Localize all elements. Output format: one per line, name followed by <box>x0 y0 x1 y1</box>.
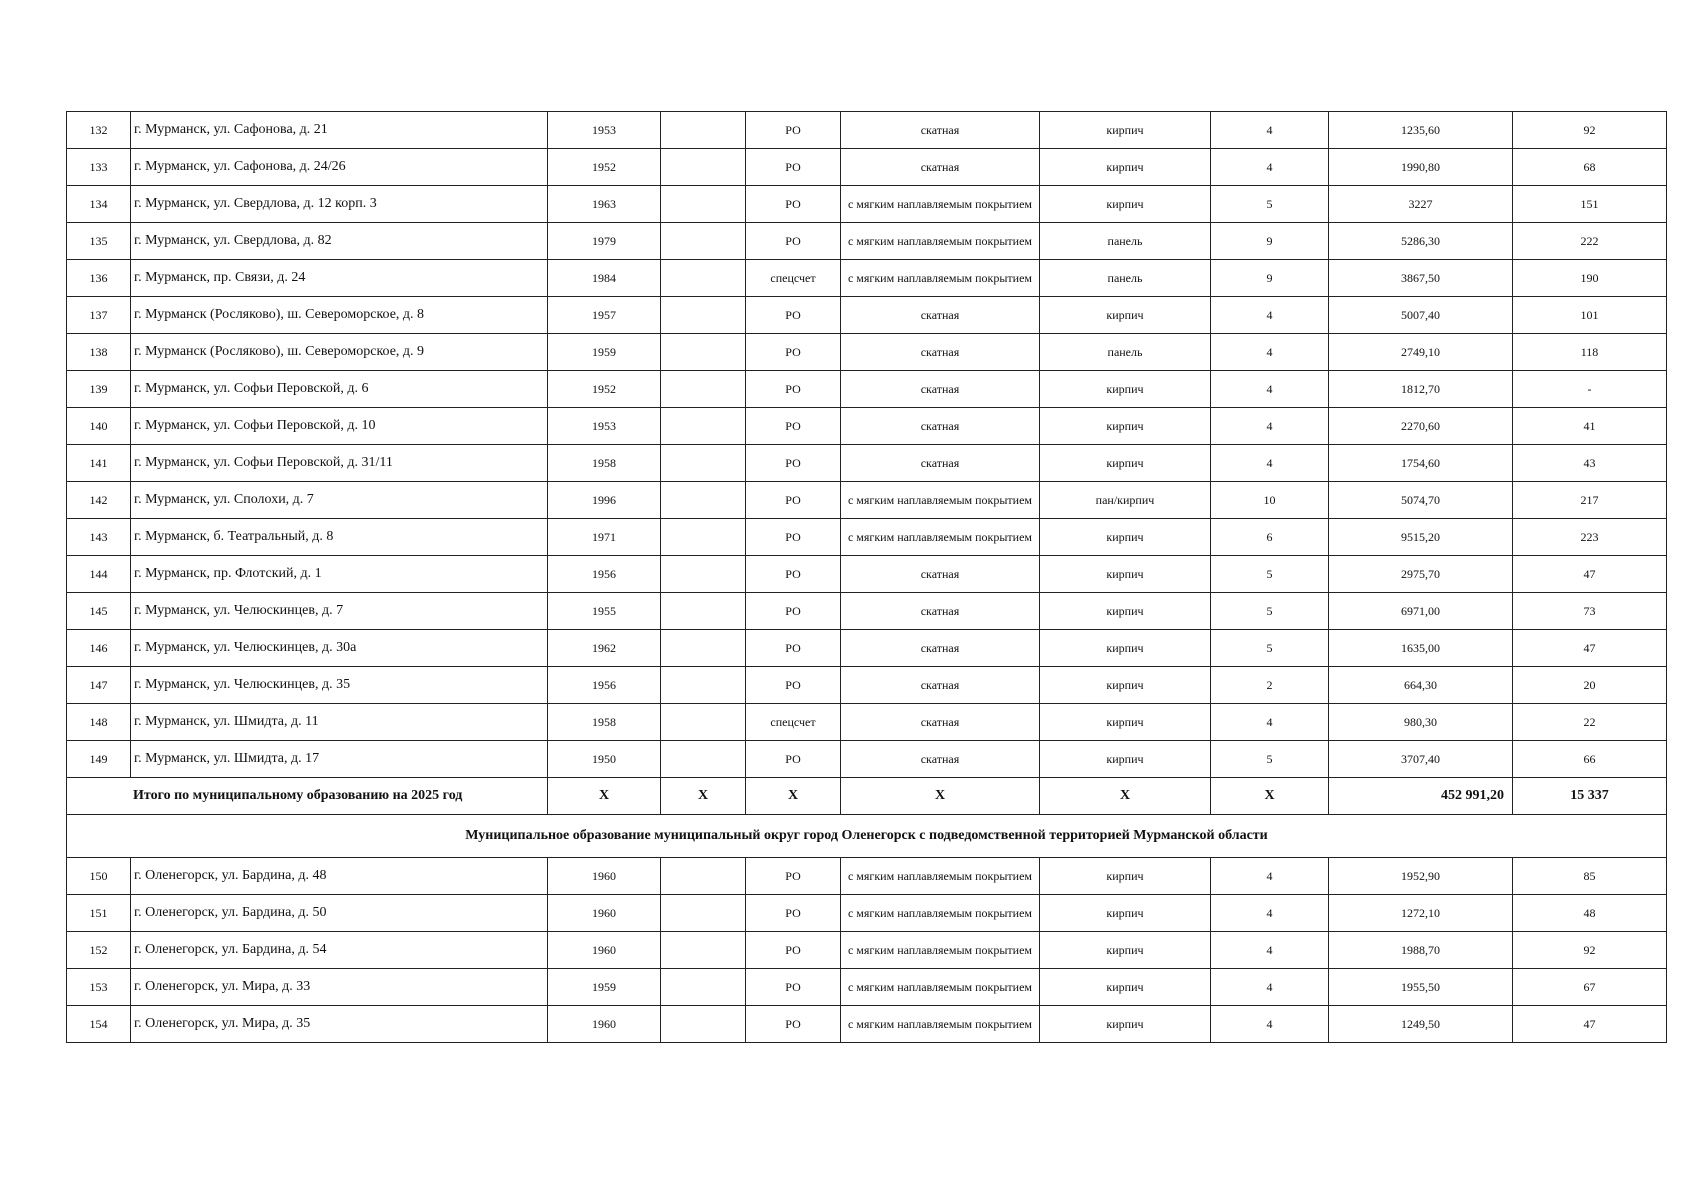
empty-column-cell <box>661 186 746 223</box>
fund-method-cell: РО <box>746 445 841 482</box>
address-cell: г. Мурманск (Росляково), ш. Североморское, д. 9 <box>131 334 548 371</box>
empty-column-cell <box>661 371 746 408</box>
floors-cell: 4 <box>1211 895 1329 932</box>
table-row <box>67 445 1667 482</box>
table-row <box>67 556 1667 593</box>
empty-column-cell <box>661 334 746 371</box>
row-number-cell: 140 <box>67 408 131 445</box>
fund-method-cell: РО <box>746 519 841 556</box>
roof-type-cell: с мягким наплавляемым покрытием <box>841 969 1040 1006</box>
address-cell: г. Мурманск, ул. Челюскинцев, д. 30а <box>131 630 548 667</box>
floors-cell: 9 <box>1211 260 1329 297</box>
row-number-cell: 144 <box>67 556 131 593</box>
build-year-cell: 1971 <box>548 519 661 556</box>
row-number-cell: 137 <box>67 297 131 334</box>
row-number-cell: 135 <box>67 223 131 260</box>
fund-method-cell: РО <box>746 371 841 408</box>
area-cell: 5286,30 <box>1329 223 1513 260</box>
fund-method-cell: РО <box>746 408 841 445</box>
floors-cell: 2 <box>1211 667 1329 704</box>
total-count-cell: 15 337 <box>1513 778 1667 815</box>
residents-cell: 92 <box>1513 932 1667 969</box>
table-row <box>67 969 1667 1006</box>
roof-type-cell: скатная <box>841 445 1040 482</box>
build-year-cell: 1959 <box>548 334 661 371</box>
row-number-cell: 143 <box>67 519 131 556</box>
empty-column-cell <box>661 297 746 334</box>
roof-type-cell: скатная <box>841 112 1040 149</box>
row-number-cell: 152 <box>67 932 131 969</box>
roof-type-cell: с мягким наплавляемым покрытием <box>841 895 1040 932</box>
area-cell: 664,30 <box>1329 667 1513 704</box>
wall-material-cell: кирпич <box>1040 895 1211 932</box>
table-row <box>67 593 1667 630</box>
fund-method-cell: РО <box>746 593 841 630</box>
area-cell: 1955,50 <box>1329 969 1513 1006</box>
area-cell: 3867,50 <box>1329 260 1513 297</box>
address-cell: г. Мурманск, ул. Сафонова, д. 24/26 <box>131 149 548 186</box>
table-row <box>67 223 1667 260</box>
empty-column-cell <box>661 260 746 297</box>
area-cell: 9515,20 <box>1329 519 1513 556</box>
row-number-cell: 146 <box>67 630 131 667</box>
roof-type-cell: с мягким наплавляемым покрытием <box>841 223 1040 260</box>
residents-cell: 151 <box>1513 186 1667 223</box>
floors-cell: 6 <box>1211 519 1329 556</box>
fund-method-cell: РО <box>746 112 841 149</box>
table-row <box>67 371 1667 408</box>
residents-cell: 47 <box>1513 556 1667 593</box>
address-cell: г. Оленегорск, ул. Бардина, д. 50 <box>131 895 548 932</box>
wall-material-cell: панель <box>1040 223 1211 260</box>
empty-column-cell <box>661 556 746 593</box>
wall-material-cell: кирпич <box>1040 932 1211 969</box>
total-floors-cell: Х <box>1211 778 1329 815</box>
roof-type-cell: скатная <box>841 593 1040 630</box>
roof-type-cell: скатная <box>841 704 1040 741</box>
wall-material-cell: кирпич <box>1040 556 1211 593</box>
table-row <box>67 741 1667 778</box>
empty-column-cell <box>661 1006 746 1043</box>
residents-cell: 85 <box>1513 858 1667 895</box>
empty-column-cell <box>661 895 746 932</box>
build-year-cell: 1979 <box>548 223 661 260</box>
address-cell: г. Мурманск, ул. Свердлова, д. 82 <box>131 223 548 260</box>
wall-material-cell: кирпич <box>1040 519 1211 556</box>
fund-method-cell: РО <box>746 932 841 969</box>
build-year-cell: 1960 <box>548 932 661 969</box>
address-cell: г. Оленегорск, ул. Бардина, д. 54 <box>131 932 548 969</box>
wall-material-cell: кирпич <box>1040 445 1211 482</box>
residents-cell: 222 <box>1513 223 1667 260</box>
address-cell: г. Мурманск, пр. Связи, д. 24 <box>131 260 548 297</box>
wall-material-cell: кирпич <box>1040 741 1211 778</box>
total-area-cell: 452 991,20 <box>1329 778 1513 815</box>
area-cell: 980,30 <box>1329 704 1513 741</box>
table-row <box>67 186 1667 223</box>
floors-cell: 4 <box>1211 371 1329 408</box>
row-number-cell: 134 <box>67 186 131 223</box>
fund-method-cell: РО <box>746 149 841 186</box>
fund-method-cell: РО <box>746 741 841 778</box>
floors-cell: 10 <box>1211 482 1329 519</box>
residents-cell: 43 <box>1513 445 1667 482</box>
build-year-cell: 1960 <box>548 858 661 895</box>
table-row <box>67 334 1667 371</box>
fund-method-cell: спецсчет <box>746 704 841 741</box>
table-row <box>67 858 1667 895</box>
floors-cell: 5 <box>1211 186 1329 223</box>
total-fund-cell: Х <box>746 778 841 815</box>
total-wall-cell: Х <box>1040 778 1211 815</box>
total-row <box>67 778 1667 815</box>
build-year-cell: 1956 <box>548 667 661 704</box>
address-cell: г. Оленегорск, ул. Мира, д. 35 <box>131 1006 548 1043</box>
address-cell: г. Мурманск, ул. Свердлова, д. 12 корп. 3 <box>131 186 548 223</box>
wall-material-cell: кирпич <box>1040 667 1211 704</box>
table-body-murmansk <box>67 112 1667 778</box>
total-extra-cell: Х <box>661 778 746 815</box>
wall-material-cell: кирпич <box>1040 297 1211 334</box>
roof-type-cell: скатная <box>841 667 1040 704</box>
build-year-cell: 1996 <box>548 482 661 519</box>
area-cell: 5007,40 <box>1329 297 1513 334</box>
build-year-cell: 1952 <box>548 371 661 408</box>
roof-type-cell: с мягким наплавляемым покрытием <box>841 1006 1040 1043</box>
area-cell: 1235,60 <box>1329 112 1513 149</box>
empty-column-cell <box>661 408 746 445</box>
empty-column-cell <box>661 667 746 704</box>
table-row <box>67 112 1667 149</box>
row-number-cell: 148 <box>67 704 131 741</box>
area-cell: 3227 <box>1329 186 1513 223</box>
empty-column-cell <box>661 149 746 186</box>
wall-material-cell: кирпич <box>1040 704 1211 741</box>
residents-cell: 73 <box>1513 593 1667 630</box>
floors-cell: 4 <box>1211 932 1329 969</box>
table-row <box>67 408 1667 445</box>
empty-column-cell <box>661 741 746 778</box>
empty-column-cell <box>661 704 746 741</box>
address-cell: г. Мурманск, б. Театральный, д. 8 <box>131 519 548 556</box>
empty-column-cell <box>661 858 746 895</box>
table-body-olenegorsk <box>67 858 1667 1043</box>
address-cell: г. Мурманск, ул. Сафонова, д. 21 <box>131 112 548 149</box>
empty-column-cell <box>661 593 746 630</box>
build-year-cell: 1963 <box>548 186 661 223</box>
fund-method-cell: РО <box>746 667 841 704</box>
residents-cell: - <box>1513 371 1667 408</box>
build-year-cell: 1960 <box>548 1006 661 1043</box>
table-body-total <box>67 778 1667 858</box>
floors-cell: 4 <box>1211 334 1329 371</box>
row-number-cell: 133 <box>67 149 131 186</box>
address-cell: г. Мурманск, ул. Софьи Перовской, д. 6 <box>131 371 548 408</box>
wall-material-cell: панель <box>1040 260 1211 297</box>
wall-material-cell: панель <box>1040 334 1211 371</box>
build-year-cell: 1956 <box>548 556 661 593</box>
roof-type-cell: с мягким наплавляемым покрытием <box>841 932 1040 969</box>
build-year-cell: 1984 <box>548 260 661 297</box>
floors-cell: 4 <box>1211 297 1329 334</box>
table-row <box>67 519 1667 556</box>
residents-cell: 68 <box>1513 149 1667 186</box>
area-cell: 1272,10 <box>1329 895 1513 932</box>
roof-type-cell: с мягким наплавляемым покрытием <box>841 858 1040 895</box>
row-number-cell: 141 <box>67 445 131 482</box>
row-number-cell: 147 <box>67 667 131 704</box>
row-number-cell: 153 <box>67 969 131 1006</box>
row-number-cell: 151 <box>67 895 131 932</box>
roof-type-cell: с мягким наплавляемым покрытием <box>841 482 1040 519</box>
floors-cell: 5 <box>1211 630 1329 667</box>
fund-method-cell: спецсчет <box>746 260 841 297</box>
empty-column-cell <box>661 932 746 969</box>
residents-cell: 48 <box>1513 895 1667 932</box>
address-cell: г. Мурманск, ул. Софьи Перовской, д. 10 <box>131 408 548 445</box>
build-year-cell: 1953 <box>548 408 661 445</box>
empty-column-cell <box>661 630 746 667</box>
address-cell: г. Оленегорск, ул. Мира, д. 33 <box>131 969 548 1006</box>
address-cell: г. Мурманск, ул. Шмидта, д. 11 <box>131 704 548 741</box>
fund-method-cell: РО <box>746 1006 841 1043</box>
area-cell: 1990,80 <box>1329 149 1513 186</box>
roof-type-cell: с мягким наплавляемым покрытием <box>841 519 1040 556</box>
wall-material-cell: пан/кирпич <box>1040 482 1211 519</box>
floors-cell: 4 <box>1211 858 1329 895</box>
roof-type-cell: скатная <box>841 371 1040 408</box>
area-cell: 1952,90 <box>1329 858 1513 895</box>
roof-type-cell: с мягким наплавляемым покрытием <box>841 260 1040 297</box>
row-number-cell: 154 <box>67 1006 131 1043</box>
residents-cell: 66 <box>1513 741 1667 778</box>
table-row <box>67 630 1667 667</box>
empty-column-cell <box>661 223 746 260</box>
roof-type-cell: скатная <box>841 630 1040 667</box>
floors-cell: 4 <box>1211 704 1329 741</box>
area-cell: 2270,60 <box>1329 408 1513 445</box>
address-cell: г. Мурманск, ул. Челюскинцев, д. 35 <box>131 667 548 704</box>
build-year-cell: 1962 <box>548 630 661 667</box>
area-cell: 3707,40 <box>1329 741 1513 778</box>
wall-material-cell: кирпич <box>1040 408 1211 445</box>
wall-material-cell: кирпич <box>1040 858 1211 895</box>
area-cell: 1635,00 <box>1329 630 1513 667</box>
row-number-cell: 132 <box>67 112 131 149</box>
table-row <box>67 482 1667 519</box>
row-number-cell: 138 <box>67 334 131 371</box>
floors-cell: 4 <box>1211 969 1329 1006</box>
wall-material-cell: кирпич <box>1040 112 1211 149</box>
fund-method-cell: РО <box>746 297 841 334</box>
row-number-cell: 136 <box>67 260 131 297</box>
floors-cell: 4 <box>1211 408 1329 445</box>
residents-cell: 47 <box>1513 630 1667 667</box>
fund-method-cell: РО <box>746 223 841 260</box>
area-cell: 2749,10 <box>1329 334 1513 371</box>
floors-cell: 4 <box>1211 445 1329 482</box>
build-year-cell: 1952 <box>548 149 661 186</box>
residents-cell: 20 <box>1513 667 1667 704</box>
floors-cell: 5 <box>1211 741 1329 778</box>
table-row <box>67 260 1667 297</box>
table-row <box>67 667 1667 704</box>
empty-column-cell <box>661 969 746 1006</box>
floors-cell: 5 <box>1211 556 1329 593</box>
area-cell: 2975,70 <box>1329 556 1513 593</box>
wall-material-cell: кирпич <box>1040 969 1211 1006</box>
roof-type-cell: скатная <box>841 741 1040 778</box>
residents-cell: 41 <box>1513 408 1667 445</box>
wall-material-cell: кирпич <box>1040 371 1211 408</box>
roof-type-cell: скатная <box>841 297 1040 334</box>
roof-type-cell: с мягким наплавляемым покрытием <box>841 186 1040 223</box>
residents-cell: 190 <box>1513 260 1667 297</box>
wall-material-cell: кирпич <box>1040 593 1211 630</box>
address-cell: г. Мурманск, ул. Челюскинцев, д. 7 <box>131 593 548 630</box>
empty-column-cell <box>661 112 746 149</box>
address-cell: г. Мурманск, ул. Сполохи, д. 7 <box>131 482 548 519</box>
wall-material-cell: кирпич <box>1040 630 1211 667</box>
address-cell: г. Оленегорск, ул. Бардина, д. 48 <box>131 858 548 895</box>
address-cell: г. Мурманск, ул. Софьи Перовской, д. 31/11 <box>131 445 548 482</box>
row-number-cell: 150 <box>67 858 131 895</box>
fund-method-cell: РО <box>746 858 841 895</box>
row-number-cell: 145 <box>67 593 131 630</box>
wall-material-cell: кирпич <box>1040 186 1211 223</box>
floors-cell: 9 <box>1211 223 1329 260</box>
build-year-cell: 1950 <box>548 741 661 778</box>
build-year-cell: 1959 <box>548 969 661 1006</box>
row-number-cell: 142 <box>67 482 131 519</box>
residents-cell: 47 <box>1513 1006 1667 1043</box>
fund-method-cell: РО <box>746 482 841 519</box>
roof-type-cell: скатная <box>841 556 1040 593</box>
area-cell: 5074,70 <box>1329 482 1513 519</box>
fund-method-cell: РО <box>746 334 841 371</box>
residents-cell: 67 <box>1513 969 1667 1006</box>
roof-type-cell: скатная <box>841 149 1040 186</box>
table-row <box>67 895 1667 932</box>
residents-cell: 118 <box>1513 334 1667 371</box>
address-cell: г. Мурманск, пр. Флотский, д. 1 <box>131 556 548 593</box>
floors-cell: 4 <box>1211 112 1329 149</box>
roof-type-cell: скатная <box>841 408 1040 445</box>
wall-material-cell: кирпич <box>1040 1006 1211 1043</box>
floors-cell: 4 <box>1211 1006 1329 1043</box>
area-cell: 1754,60 <box>1329 445 1513 482</box>
table-row <box>67 1006 1667 1043</box>
fund-method-cell: РО <box>746 969 841 1006</box>
build-year-cell: 1957 <box>548 297 661 334</box>
area-cell: 6971,00 <box>1329 593 1513 630</box>
table-row <box>67 297 1667 334</box>
build-year-cell: 1958 <box>548 704 661 741</box>
empty-column-cell <box>661 519 746 556</box>
build-year-cell: 1953 <box>548 112 661 149</box>
address-cell: г. Мурманск, ул. Шмидта, д. 17 <box>131 741 548 778</box>
build-year-cell: 1955 <box>548 593 661 630</box>
total-label: Итого по муниципальному образованию на 2025 год <box>67 778 548 815</box>
fund-method-cell: РО <box>746 556 841 593</box>
build-year-cell: 1960 <box>548 895 661 932</box>
housing-register-table <box>66 111 1667 1043</box>
table-row <box>67 704 1667 741</box>
residents-cell: 101 <box>1513 297 1667 334</box>
residents-cell: 223 <box>1513 519 1667 556</box>
roof-type-cell: скатная <box>841 334 1040 371</box>
row-number-cell: 149 <box>67 741 131 778</box>
area-cell: 1988,70 <box>1329 932 1513 969</box>
section-header-row <box>67 815 1667 858</box>
empty-column-cell <box>661 482 746 519</box>
floors-cell: 4 <box>1211 149 1329 186</box>
fund-method-cell: РО <box>746 630 841 667</box>
fund-method-cell: РО <box>746 895 841 932</box>
total-roof-cell: Х <box>841 778 1040 815</box>
address-cell: г. Мурманск (Росляково), ш. Североморское, д. 8 <box>131 297 548 334</box>
table-row <box>67 149 1667 186</box>
build-year-cell: 1958 <box>548 445 661 482</box>
wall-material-cell: кирпич <box>1040 149 1211 186</box>
residents-cell: 22 <box>1513 704 1667 741</box>
area-cell: 1249,50 <box>1329 1006 1513 1043</box>
fund-method-cell: РО <box>746 186 841 223</box>
total-year-cell: Х <box>548 778 661 815</box>
area-cell: 1812,70 <box>1329 371 1513 408</box>
residents-cell: 217 <box>1513 482 1667 519</box>
section-title: Муниципальное образование муниципальный округ город Оленегорск с подведомственной территорией Мурманской области <box>67 815 1667 858</box>
row-number-cell: 139 <box>67 371 131 408</box>
empty-column-cell <box>661 445 746 482</box>
residents-cell: 92 <box>1513 112 1667 149</box>
table-row <box>67 932 1667 969</box>
floors-cell: 5 <box>1211 593 1329 630</box>
